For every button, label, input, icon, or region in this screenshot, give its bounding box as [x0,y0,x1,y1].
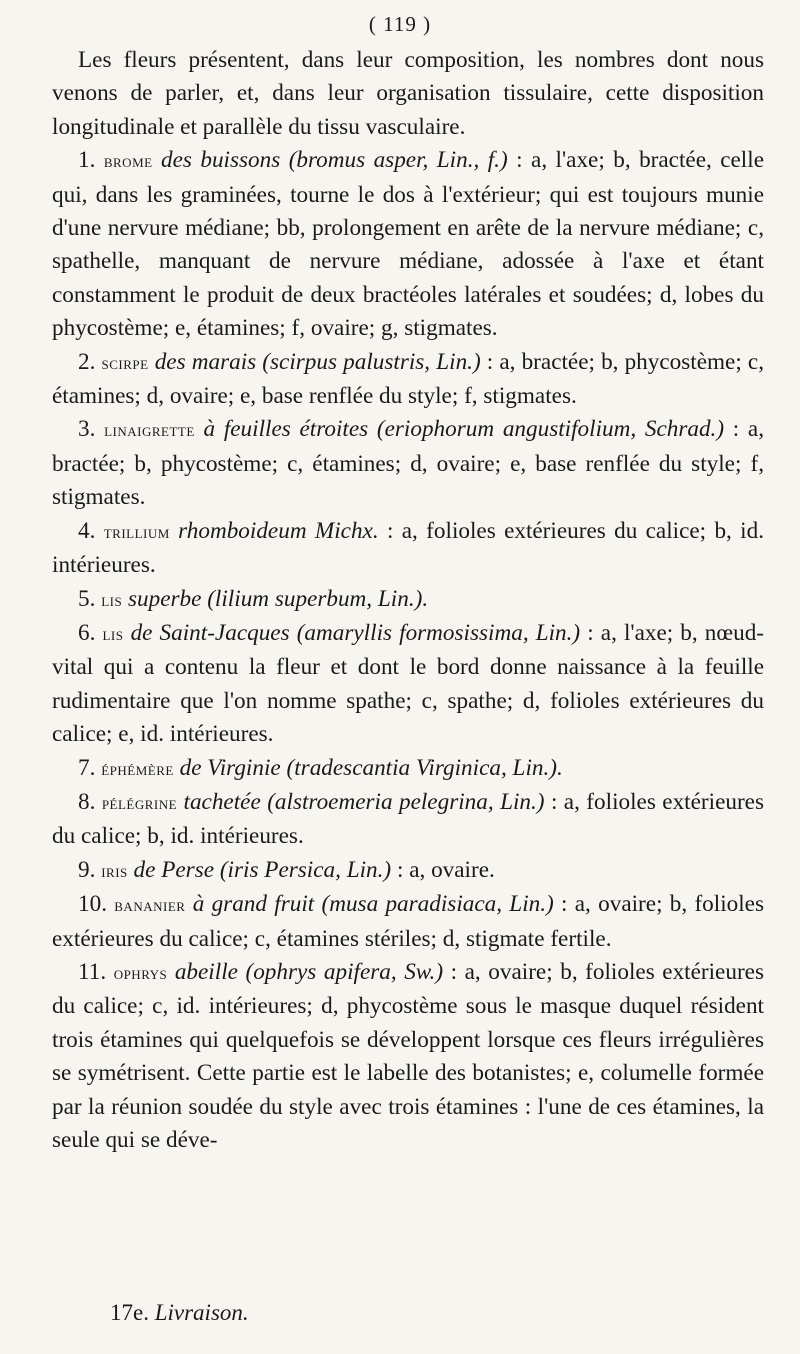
signature-number: 17e. [110,1300,149,1325]
entry-latin: (eriophorum angustifolium, Schrad.) [368,416,725,443]
entry-description: : a, ovaire; b, folioles extérieures du calice; c, id. intérieures; d, phycostème sous le masque duquel résident trois étamines qui quelquefois se développent lorsque ces fleurs irrégulières se symétrisent. Cette partie est le labelle des botanistes; e, columelle formée par la réunion soudée du style avec trois étamines : l'une de ces étamines, la seule qui se déve- [52,958,764,1153]
entry-description: : a, bractée; b, phycostème; c, étamines; d, ovaire; e, base renflée du style; f, stigmates. [52,348,764,410]
intro-paragraph: Les fleurs présentent, dans leur composition, les nombres dont nous venons de parler, et, dans leur organisation tissulaire, cette disposition longitudinale et parallèle du tissu vasculaire. [52,47,764,140]
entry-name: lis [102,623,124,645]
entry-number: 11. [78,958,114,985]
entry-epithet: des marais [148,348,257,375]
entry-epithet: abeille [167,958,238,985]
entry-latin: (iris Persica, Lin.) [214,856,392,883]
entry-paragraph [52,144,764,345]
entry-epithet: tachetée [177,788,261,815]
entry-paragraph [52,786,764,854]
entry-name: brome [103,151,153,173]
entry-latin: (bromus asper, Lin., f.) [280,147,508,174]
entry-paragraph [52,752,764,786]
entry-name: linaigrette [104,420,195,442]
entry-description: : a, l'axe; b, bractée, celle qui, dans les graminées, tourne le dos à l'extérieur; qui est toujours munie d'une nervure médiane; bb, prolongement en arête de la nervure médiane; c, spathelle, manquant de nervure médiane, adossée à l'axe et étant constamment le produit de deux bractéoles latérales et soudées; d, lobes du phycostème; e, étamines; f, ovaire; g, stigmates. [52,147,764,342]
entry-epithet: de Saint-Jacques [123,619,290,646]
entry-latin: (amaryllis formosissima, Lin.) [289,619,581,646]
entry-description: : a, ovaire; b, folioles extérieures du calice; c, étamines stériles; d, stigmate fertile. [52,891,765,952]
entry-description: : a, l'axe; b, nœud-vital qui a contenu la fleur et dont le bord donne naissance à la feuille rudimentaire que l'on nomme spathe; c, spathe; d, folioles extérieures du calice; e, id. intérieures. [52,619,765,748]
entry-description: : a, ovaire. [391,856,495,883]
entry-number: 1. [78,147,104,174]
entry-description: : a, folioles extérieures du calice; b, id. intérieures. [52,788,764,850]
entry-epithet: des buissons [152,147,281,174]
entry-paragraph [52,413,764,514]
entry-number: 8. [78,788,102,815]
entry-name: lis [101,589,123,611]
entry-epithet: à feuilles étroites [194,416,369,443]
entry-description: : a, folioles extérieures du calice; b, id. intérieures. [52,517,765,579]
entry-paragraph [52,617,764,752]
entry-paragraph [52,854,764,888]
signature-label: Livraison. [154,1300,249,1325]
entry-name: ophrys [113,962,168,984]
entry-name: pélégrine [101,792,178,814]
page-number: ( 119 ) [368,12,432,36]
entry-name: éphémère [101,758,174,780]
entry-latin: (tradescantia Virginica, Lin.). [280,754,563,781]
entry-number: 2. [78,348,102,375]
entry-number: 7. [78,754,102,781]
entry-number: 6. [78,619,103,646]
entry-latin: (alstroemeria pelegrina, Lin.) [260,788,545,815]
entry-number: 5. [78,585,102,612]
entry-epithet: à grand fruit [185,891,315,918]
entry-latin: Michx. [306,517,379,544]
body-text [52,44,764,1157]
entry-latin: (lilium superbum, Lin.). [201,585,429,612]
entry-description: : a, bractée; b, phycostème; c, étamines; d, ovaire; e, base renflée du style; f, stigmates. [52,416,765,511]
entry-number: 4. [78,517,104,544]
signature-mark [110,1300,249,1326]
entry-paragraph [52,956,764,1157]
entry-paragraph [52,515,764,583]
entry-epithet: rhomboideum [169,517,307,544]
entry-number: 9. [78,856,102,883]
entry-number: 3. [78,416,105,443]
entry-latin: (scirpus palustris, Lin.) [256,348,481,375]
entry-paragraph [52,888,764,956]
entry-name: trillium [103,521,170,543]
entry-latin: (musa paradisiaca, Lin.) [314,891,554,918]
entry-name: scirpe [101,352,149,374]
entry-epithet: de Virginie [173,754,281,781]
entry-name: iris [101,860,128,882]
entry-paragraph [52,583,764,617]
entry-list [52,144,764,1157]
entry-paragraph [52,346,764,414]
entry-name: bananier [114,895,186,917]
entry-epithet: de Perse [127,856,215,883]
entry-number: 10. [78,891,115,918]
entry-epithet: superbe [122,585,202,612]
entry-latin: (ophrys apifera, Sw.) [237,958,444,985]
